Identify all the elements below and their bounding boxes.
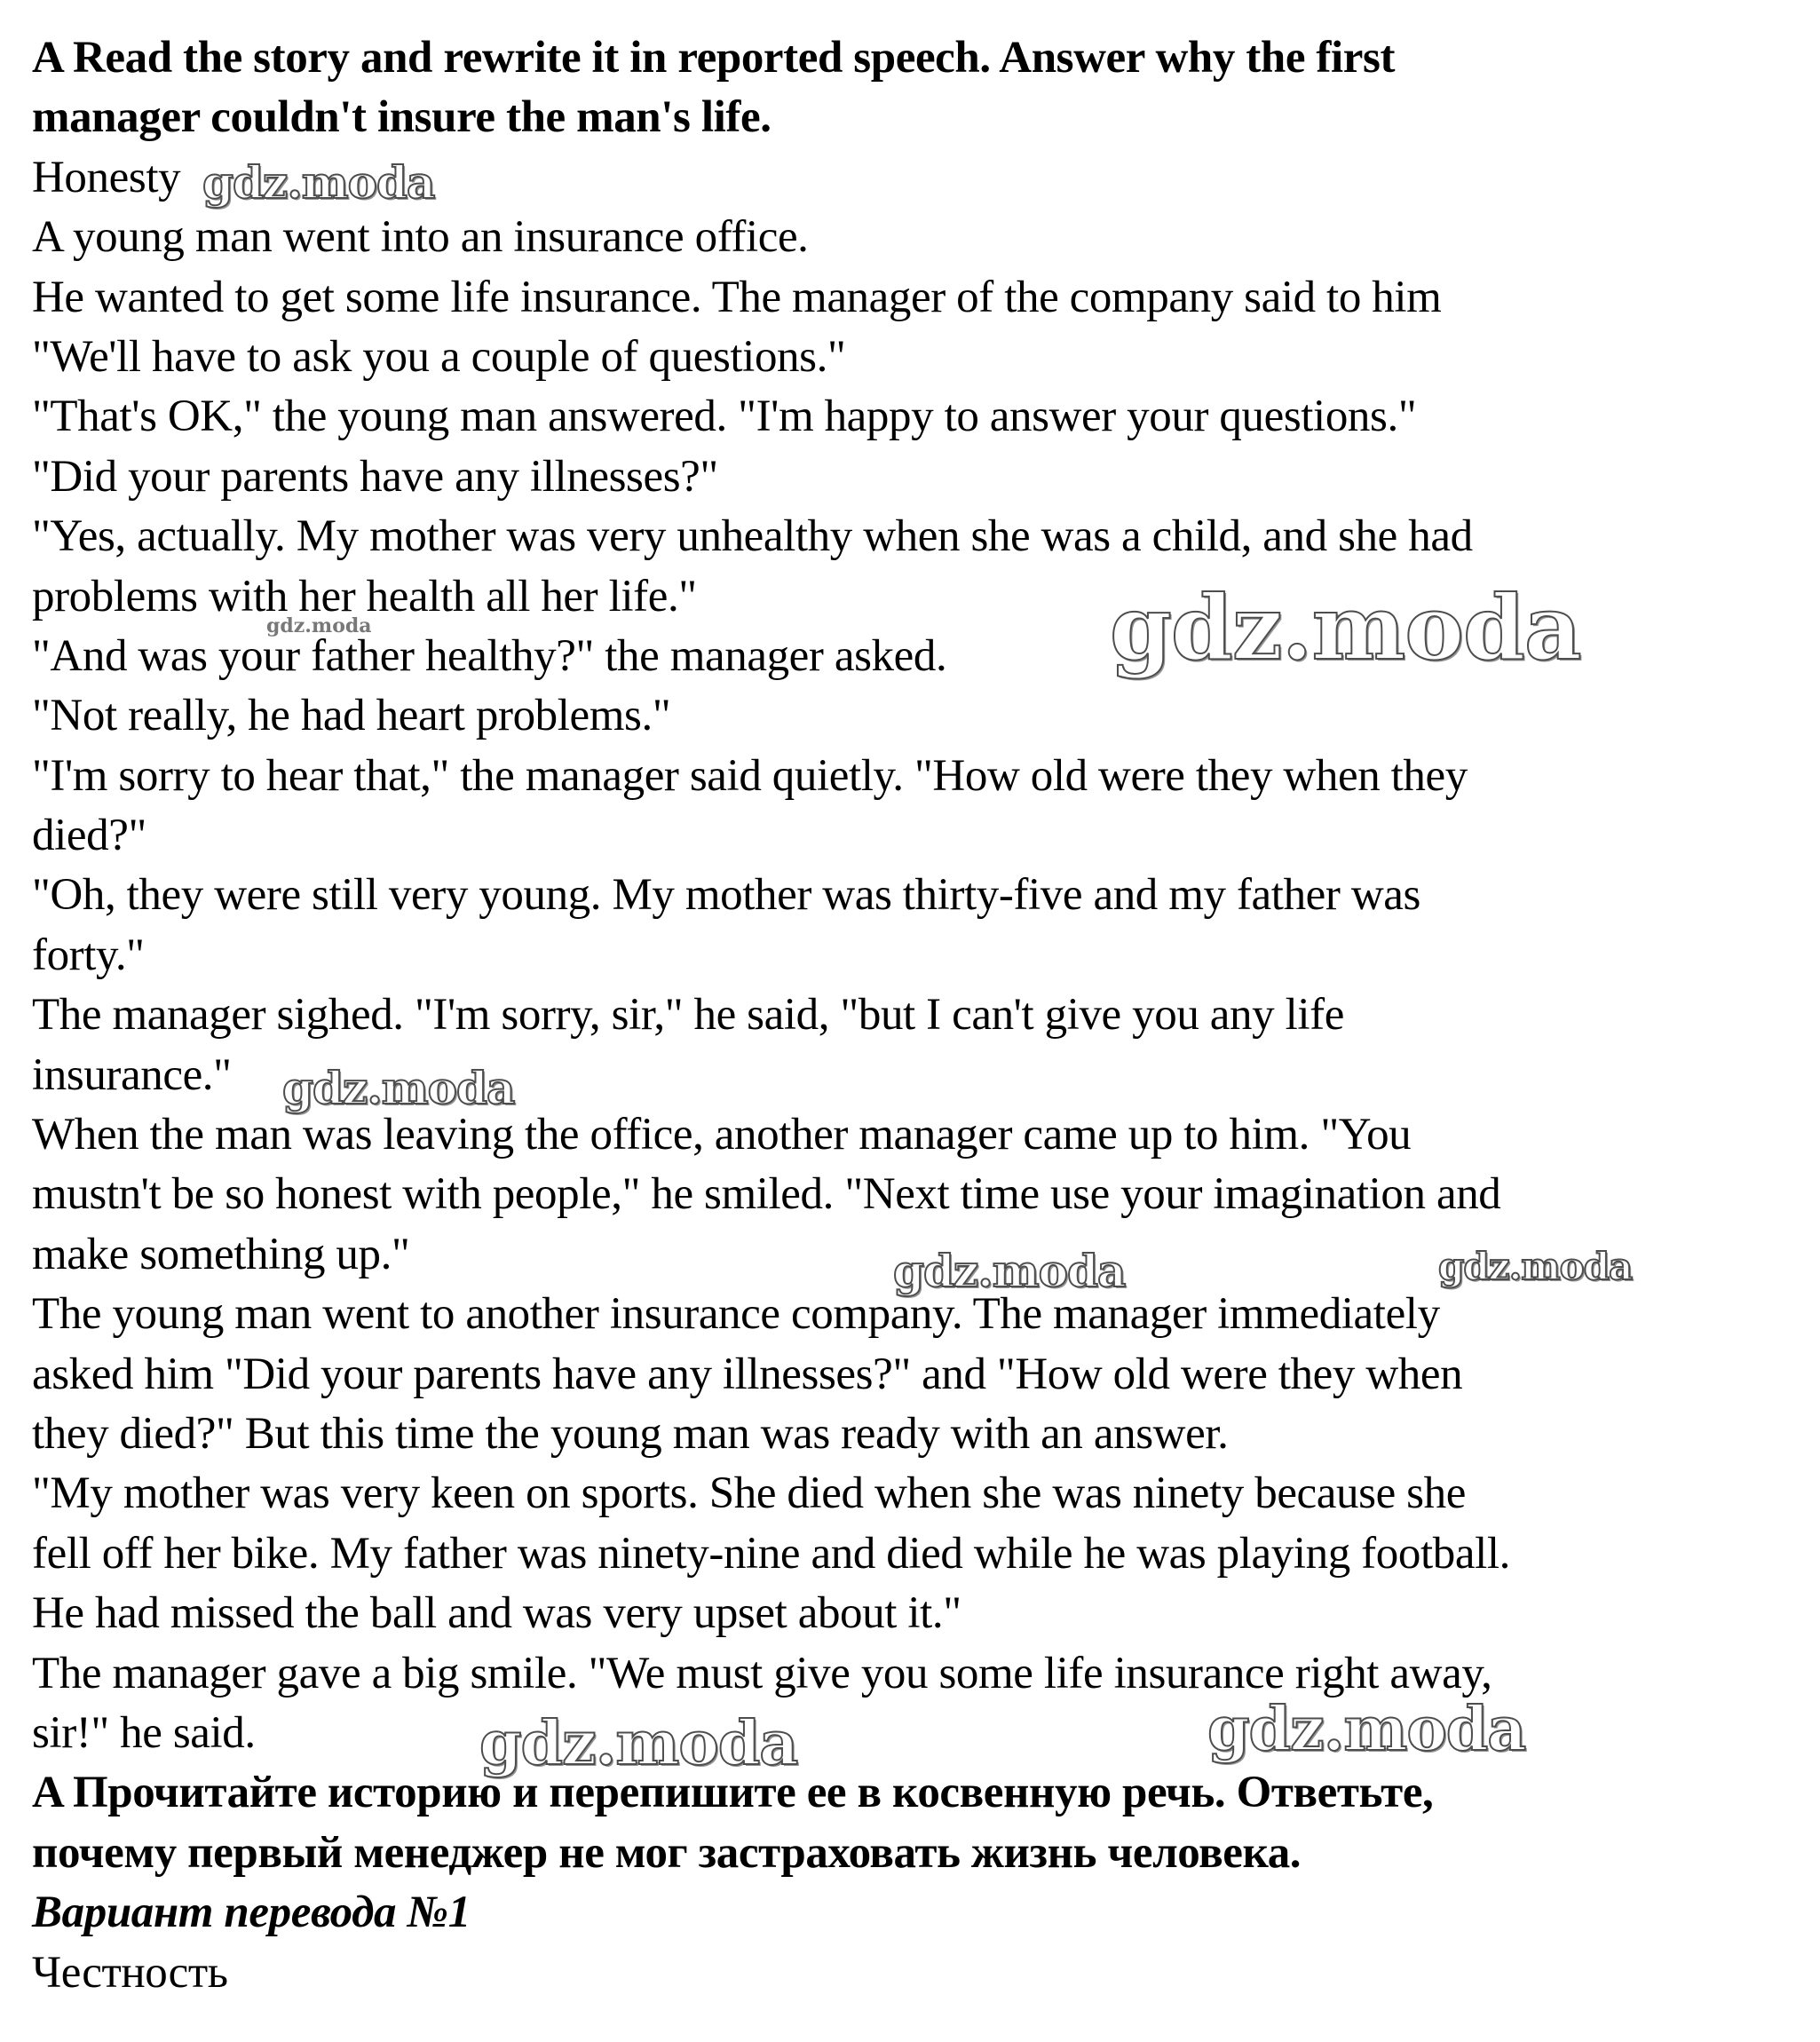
- story-line: problems with her health all her life.": [32, 571, 697, 621]
- story-line: "We'll have to ask you a couple of questions.": [32, 331, 846, 382]
- story-line: they died?" But this time the young man was ready with an answer.: [32, 1408, 1229, 1459]
- story-line: mustn't be so honest with people," he smiled. "Next time use your imagination and: [32, 1169, 1501, 1220]
- story-line: "Oh, they were still very young. My mother was thirty-five and my father was: [32, 870, 1420, 921]
- translation-variant-label: Вариант перевода №1: [32, 1888, 471, 1938]
- story-line: insurance.": [32, 1049, 232, 1100]
- watermark-logo: gdz.moda: [1110, 575, 1581, 680]
- story-line: fell off her bike. My father was ninety-nine and died while he was playing football.: [32, 1528, 1510, 1579]
- watermark-logo: gdz.moda: [1438, 1245, 1633, 1288]
- translation-title: Честность: [32, 1947, 228, 1998]
- story-line: "And was your father healthy?" the manager asked.: [32, 630, 947, 681]
- watermark-logo: gdz.moda: [893, 1245, 1126, 1297]
- task-heading-ru-line-1: A Прочитайте историю и перепишите ее в косвенную речь. Ответьте,: [32, 1768, 1434, 1818]
- story-line: "That's OK," the young man answered. "I'm happy to answer your questions.": [32, 392, 1417, 442]
- story-line: The young man went to another insurance company. The manager immediately: [32, 1289, 1440, 1340]
- story-line: "I'm sorry to hear that," the manager said quietly. "How old were they when they: [32, 750, 1468, 801]
- watermark-logo: gdz.moda: [479, 1708, 798, 1779]
- story-line: sir!" he said.: [32, 1707, 256, 1758]
- story-line: The manager gave a big smile. "We must give you some life insurance right away,: [32, 1648, 1492, 1698]
- watermark-logo: gdz.moda: [202, 156, 435, 209]
- watermark-logo: gdz.moda: [1207, 1694, 1526, 1765]
- watermark-logo: gdz.moda: [282, 1062, 515, 1114]
- story-line: "My mother was very keen on sports. She died when she was ninety because she: [32, 1468, 1466, 1519]
- story-line: "Not really, he had heart problems.": [32, 691, 671, 741]
- story-line: forty.": [32, 930, 145, 980]
- story-line: "Yes, actually. My mother was very unhealthy when she was a child, and she had: [32, 511, 1473, 562]
- story-line: make something up.": [32, 1229, 410, 1279]
- story-line: asked him "Did your parents have any illnesses?" and "How old were they when: [32, 1349, 1463, 1399]
- story-line: When the man was leaving the office, another manager came up to him. "You: [32, 1110, 1412, 1160]
- task-heading-ru-line-2: почему первый менеджер не мог застраховать жизнь человека.: [32, 1827, 1302, 1878]
- document-page: [32, 28, 1799, 2003]
- story-line: He wanted to get some life insurance. The manager of the company said to him: [32, 272, 1442, 322]
- task-heading-en-line-2: manager couldn't insure the man's life.: [32, 92, 772, 143]
- story-line: died?": [32, 811, 146, 861]
- task-heading-en-line-1: A Read the story and rewrite it in reported speech. Answer why the first: [32, 33, 1396, 83]
- story-line: He had missed the ball and was very upset about it.": [32, 1588, 961, 1639]
- story-line: "Did your parents have any illnesses?": [32, 451, 718, 502]
- story-line: The manager sighed. "I'm sorry, sir," he said, "but I can't give you any life: [32, 990, 1344, 1041]
- story-line: A young man went into an insurance office.: [32, 212, 809, 263]
- watermark-logo: gdz.moda: [266, 614, 372, 637]
- story-title: Honesty: [32, 152, 181, 202]
